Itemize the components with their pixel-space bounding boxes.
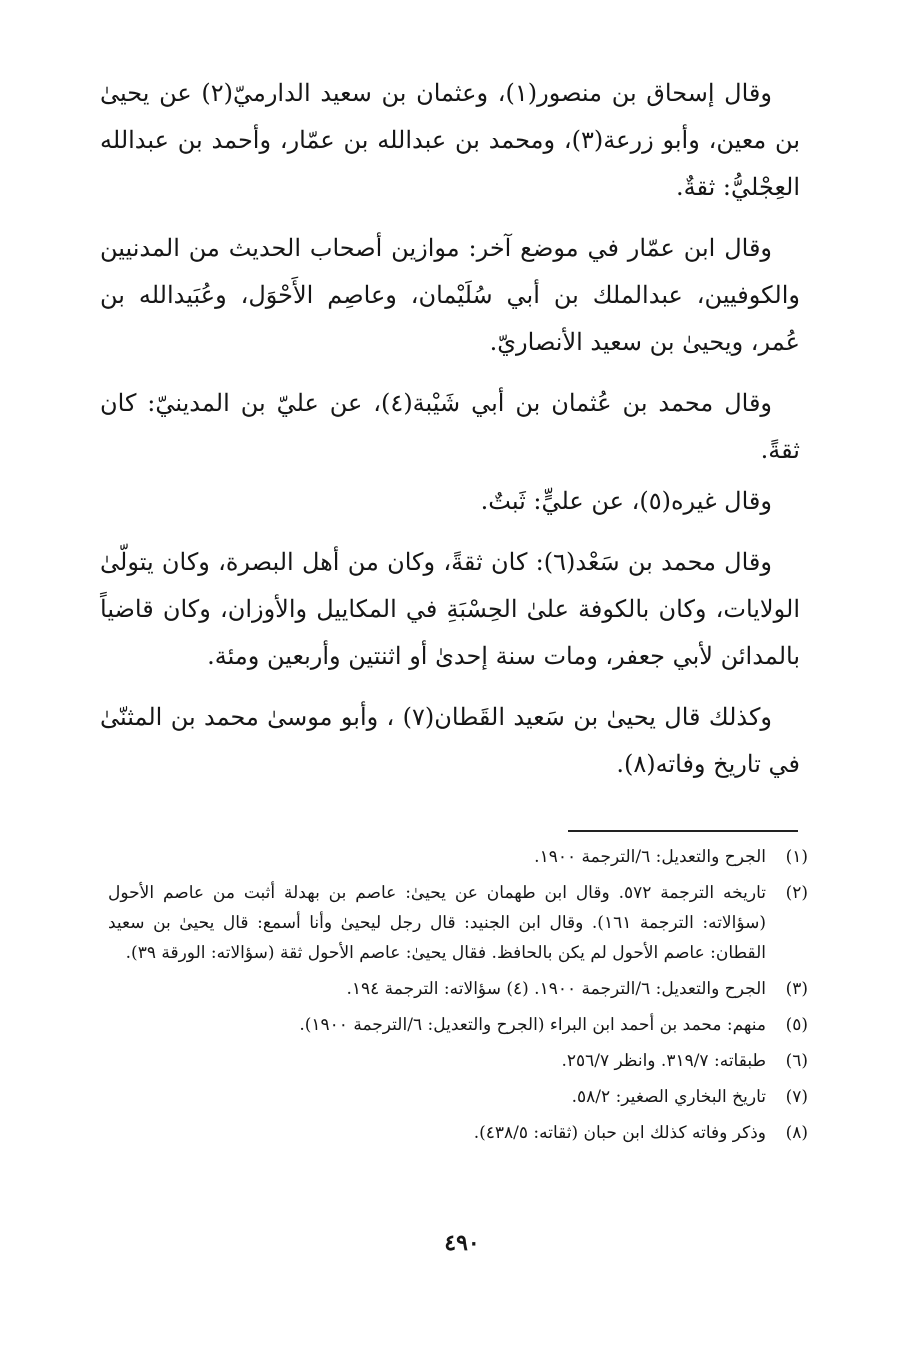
footnote-text: تاريخه الترجمة ٥٧٢. وقال ابن طهمان عن يحيىٰ: عاصم بن بهدلة أثبت من عاصم الأحول (سؤالاته: الترجمة ١٦١). وقال ابن الجنيد: قال رجل ليحيىٰ وأنا أسمع: قال يحيىٰ بن سعيد القطان: عاصم الأحول لم يكن بالحافظ. فقال يحيىٰ: عاصم الأحول ثقة (سؤالاته: الورقة ٣٩). [108, 883, 767, 963]
footnote-text: الجرح والتعديل: ٦/الترجمة ١٩٠٠. [534, 847, 766, 867]
footnote-number: (٢) [785, 883, 808, 903]
footnote-6 [108, 1046, 808, 1076]
footnote-text: منهم: محمد بن أحمد ابن البراء (الجرح والتعديل: ٦/الترجمة ١٩٠٠). [299, 1015, 766, 1035]
footnote-5 [108, 1010, 808, 1040]
paragraph-5: وقال محمد بن سَعْد(٦): كان ثقةً، وكان من أهل البصرة، وكان يتولّىٰ الولايات، وكان بالكوفة علىٰ الحِسْبَةِ في المكاييل والأوزان، وكان قاضياً بالمدائن لأبي جعفر، ومات سنة إحدىٰ أو اثنتين وأربعين ومئة. [100, 548, 800, 670]
paragraph-2: وقال ابن عمّار في موضع آخر: موازين أصحاب الحديث من المدنيين والكوفيين، عبدالملك بن أبي سُلَيْمان، وعاصِم الأَحْوَل، وعُبَيدالله بن عُمر، ويحيىٰ بن سعيد الأنصاريّ. [100, 234, 800, 356]
footnote-2 [108, 878, 808, 968]
paragraph-1: وقال إسحاق بن منصور(١)، وعثمان بن سعيد الدارميّ(٢) عن يحيىٰ بن معين، وأبو زرعة(٣)، ومحمد بن عبدالله بن عمّار، وأحمد بن عبدالله العِجْليُّ: ثقةٌ. [100, 79, 801, 201]
footnote-number: (٦) [785, 1051, 808, 1071]
footnote-number: (٨) [785, 1123, 808, 1143]
footnote-8 [108, 1118, 808, 1148]
footnote-text: تاريخ البخاري الصغير: ٥٨/٢. [571, 1087, 766, 1107]
footnote-text: الجرح والتعديل: ٦/الترجمة ١٩٠٠. (٤) سؤالاته: الترجمة ١٩٤. [346, 979, 766, 999]
footnote-divider [568, 830, 798, 832]
footnote-7 [108, 1082, 808, 1112]
footnote-number: (٣) [785, 979, 808, 999]
footnote-text: طبقاته: ٣١٩/٧. وانظر ٢٥٦/٧. [561, 1051, 766, 1071]
page-number: ٤٩٠ [444, 1230, 480, 1256]
footnote-number: (١) [785, 847, 808, 867]
main-text [100, 70, 800, 802]
paragraph-3: وقال محمد بن عُثمان بن أبي شَيْبة(٤)، عن عليّ بن المدينيّ: كان ثقةً. [100, 389, 800, 464]
footnote-text: وذكر وفاته كذلك ابن حبان (ثقاته: ٤٣٨/٥). [473, 1123, 766, 1143]
footnote-1 [108, 842, 808, 872]
footnote-3 [108, 974, 808, 1004]
paragraph-6: وكذلك قال يحيىٰ بن سَعيد القَطان(٧) ، وأبو موسىٰ محمد بن المثنّىٰ في تاريخ وفاته(٨). [100, 703, 800, 778]
footnotes [108, 842, 808, 1154]
footnote-number: (٥) [785, 1015, 808, 1035]
footnote-number: (٧) [785, 1087, 808, 1107]
paragraph-4: وقال غيره(٥)، عن عليٍّ: ثَبتٌ. [480, 487, 772, 515]
